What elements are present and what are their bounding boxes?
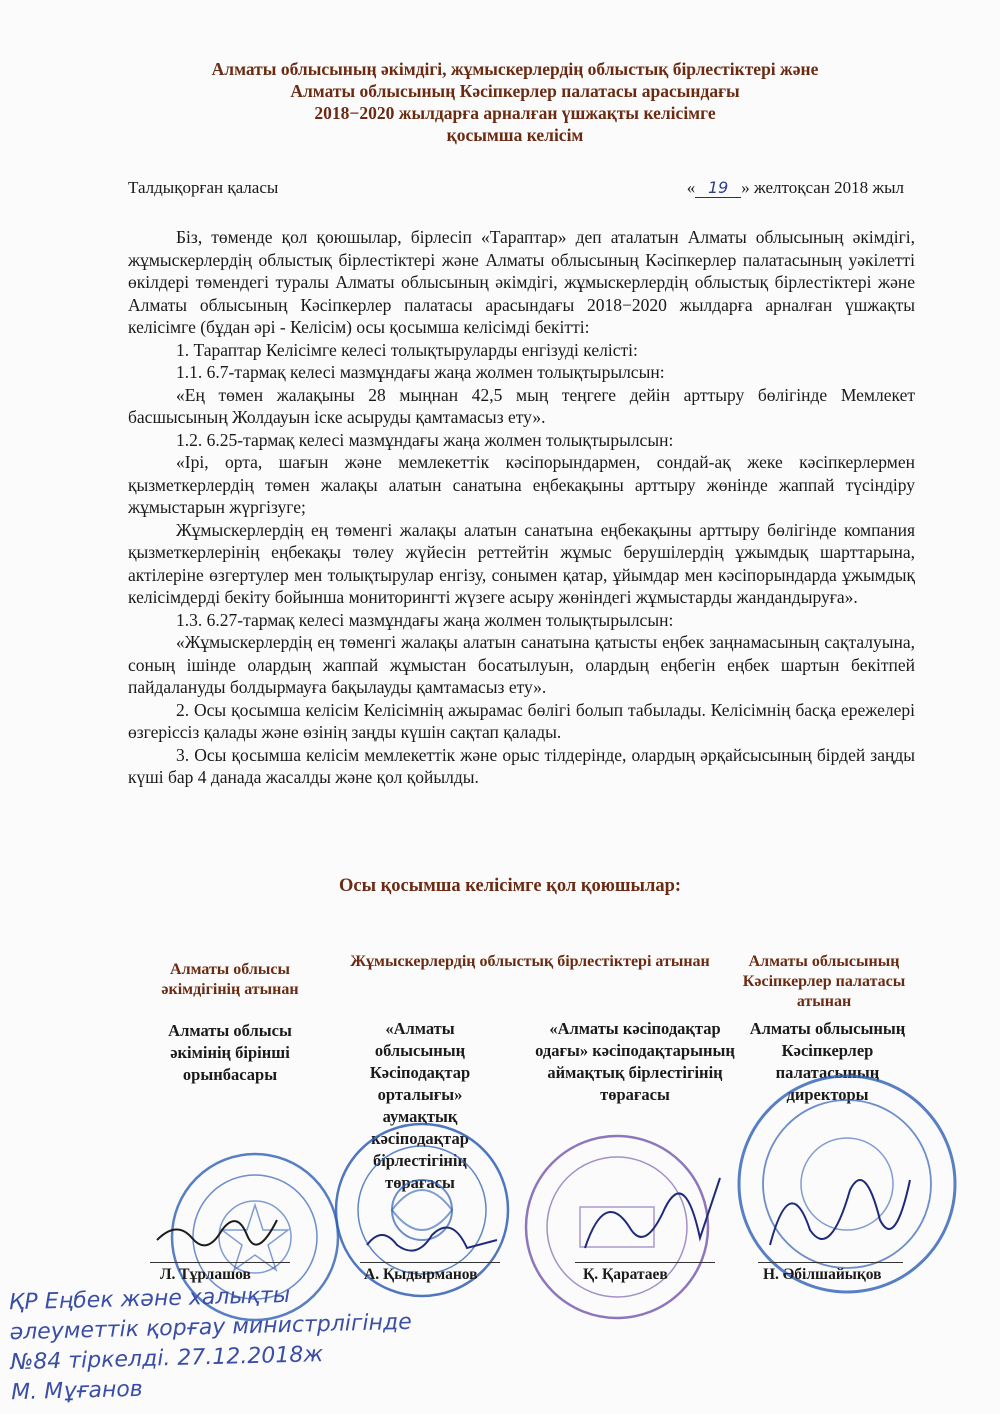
title-line: 2018−2020 жылдарға арналған үшжақты келісімге (314, 103, 716, 123)
place-of-signing: Талдықорған қаласы (128, 178, 279, 197)
paragraph: «Ең төмен жалақыны 28 мыңнан 42,5 мың теңгеге дейін арттыру бөлігінде Мемлекет басшысының Жолдауын іске асыруды қамтамасыз ету». (128, 384, 915, 427)
akimat-role: Алматы облысы әкімінің бірінші орынбасары (168, 1021, 292, 1084)
registration-note (9, 1276, 492, 1409)
title-line: Алматы облысының Кәсіпкерлер палатасы арасындағы (290, 81, 740, 101)
paragraph: Жұмыскерлердің ең төменгі жалақы алатын санатына еңбекақыны арттыру бөлігінде компания қызметкерлерінің еңбекақы төлеу жүйесін реттейтін жұмыс берушілердің ұжымдық шарттарына, актілеріне өзгертулер мен толықтырулар енгізу, сонымен қатар, ұйымдар мен кәсіпорындарда ұжымдық келісімдерді бекіту бойынша мониторингті жүзеге асыру жөніндегі жұмыстарды жандандыруға». (128, 519, 915, 607)
signatory-name: Қ. Қаратаев (583, 1266, 668, 1283)
title-line: Алматы облысының әкімдігі, жұмыскерлердің облыстық бірлестіктері және (211, 59, 819, 79)
paragraph: 1.1. 6.7-тармақ келесі мазмұндағы жаңа жолмен толықтырылсын: (176, 362, 665, 382)
note-line: М. Мұғанов (10, 1376, 144, 1406)
signature-line (150, 1262, 290, 1263)
signatory-name: А. Қыдырманов (364, 1266, 478, 1283)
signatories-heading: Осы қосымша келісімге қол қоюшылар: (338, 876, 682, 896)
signatory-name: Н. Әбілшайықов (763, 1266, 882, 1283)
date-day-handwritten: 19 (695, 178, 741, 198)
date-open-quote: « (686, 178, 696, 197)
note-line: ҚР Еңбек және халықты (8, 1282, 291, 1316)
paragraph: 2. Осы қосымша келісім Келісімнің ажырамас бөлігі болып табылады. Келісімнің басқа ережелері өзгеріссіз қалады және өзінің заңды күшін сақтап қалады. (128, 699, 915, 742)
title-line: қосымша келісім (446, 125, 584, 145)
signature-line (758, 1262, 903, 1263)
signature (760, 1150, 920, 1260)
signature (152, 1200, 282, 1260)
document-date (687, 178, 904, 198)
paragraph: «Жұмыскерлердің ең төменгі жалақы алатын санатына қатысты еңбек заңнамасының сақталуына, соның ішінде олардың жаппай жұмыстан босатылуын, олардың еңбегін еңбек шартын бекітпей пайдалануды болдырмауға бақылауды қамтамасыз ету». (128, 632, 915, 697)
union-center-role: «Алматы облысының Кәсіподақтар орталығы» аумақтық кәсіподақтар бірлестігінің төрағасы (369, 1019, 471, 1192)
chamber-heading: Алматы облысының Кәсіпкерлер палатасы атынан (742, 953, 906, 1010)
document-title (120, 58, 910, 146)
paragraph: 1.3. 6.27-тармақ келесі мазмұндағы жаңа жолмен толықтырылсын: (176, 609, 674, 630)
agreement-body (128, 226, 915, 789)
paragraph: 1. Тараптар Келісімге келесі толықтыруларды енгізуді келісті: (176, 339, 638, 360)
trade-union-role: «Алматы кәсіподақтар одағы» кәсіподақтарының аймақтық бірлестігінің төрағасы (535, 1019, 735, 1104)
paragraph: Біз, төменде қол қоюшылар, бірлесіп «Тараптар» деп аталатын Алматы облысының әкімдігі, жұмыскерлердің облыстық бірлестіктері және Алматы облысының Кәсіпкерлер палатасының уәкілетті өкілдері төмендегі туралы Алматы облысының әкімдігі, жұмыскерлердің облыстық бірлестіктері және Алматы облысының Кәсіпкерлер палатасы арасындағы 2018−2020 жылдарға арналған үшжақты келісімге (бұдан әрі - Келісім) осы қосымша келісімді бекітті: (128, 227, 915, 337)
signature (575, 1158, 725, 1268)
paragraph: «Ірі, орта, шағын және мемлекеттік кәсіпорындармен, сондай-ақ жеке кәсіпкерлермен қызметкерлердің төмен жалақы алатын санатына еңбекақыны арттыру жөнінде жаппай түсіндіру жұмыстарын жүргізуге; (128, 452, 915, 517)
note-line: №84 тіркелді. 27.12.2018ж (10, 1342, 324, 1376)
signatory-name: Л. Тұрлашов (160, 1266, 251, 1283)
date-rest: » желтоқсан 2018 жыл (741, 178, 904, 197)
note-line: әлеуметтік қорғау министрлігінде (9, 1309, 413, 1346)
paragraph: 3. Осы қосымша келісім мемлекеттік және орыс тілдерінде, олардың әрқайсысының бірдей заңды күші бар 4 данада жасалды және қол қойылды. (128, 744, 915, 787)
paragraph: 1.2. 6.25-тармақ келесі мазмұндағы жаңа жолмен толықтырылсын: (176, 429, 674, 450)
unions-heading: Жұмыскерлердің облыстық бірлестіктері атынан (350, 953, 710, 970)
signature (362, 1210, 502, 1265)
akimat-heading: Алматы облысы әкімдігінің атынан (161, 961, 299, 998)
chamber-role: Алматы облысының Кәсіпкерлер палатасының директоры (749, 1019, 906, 1104)
